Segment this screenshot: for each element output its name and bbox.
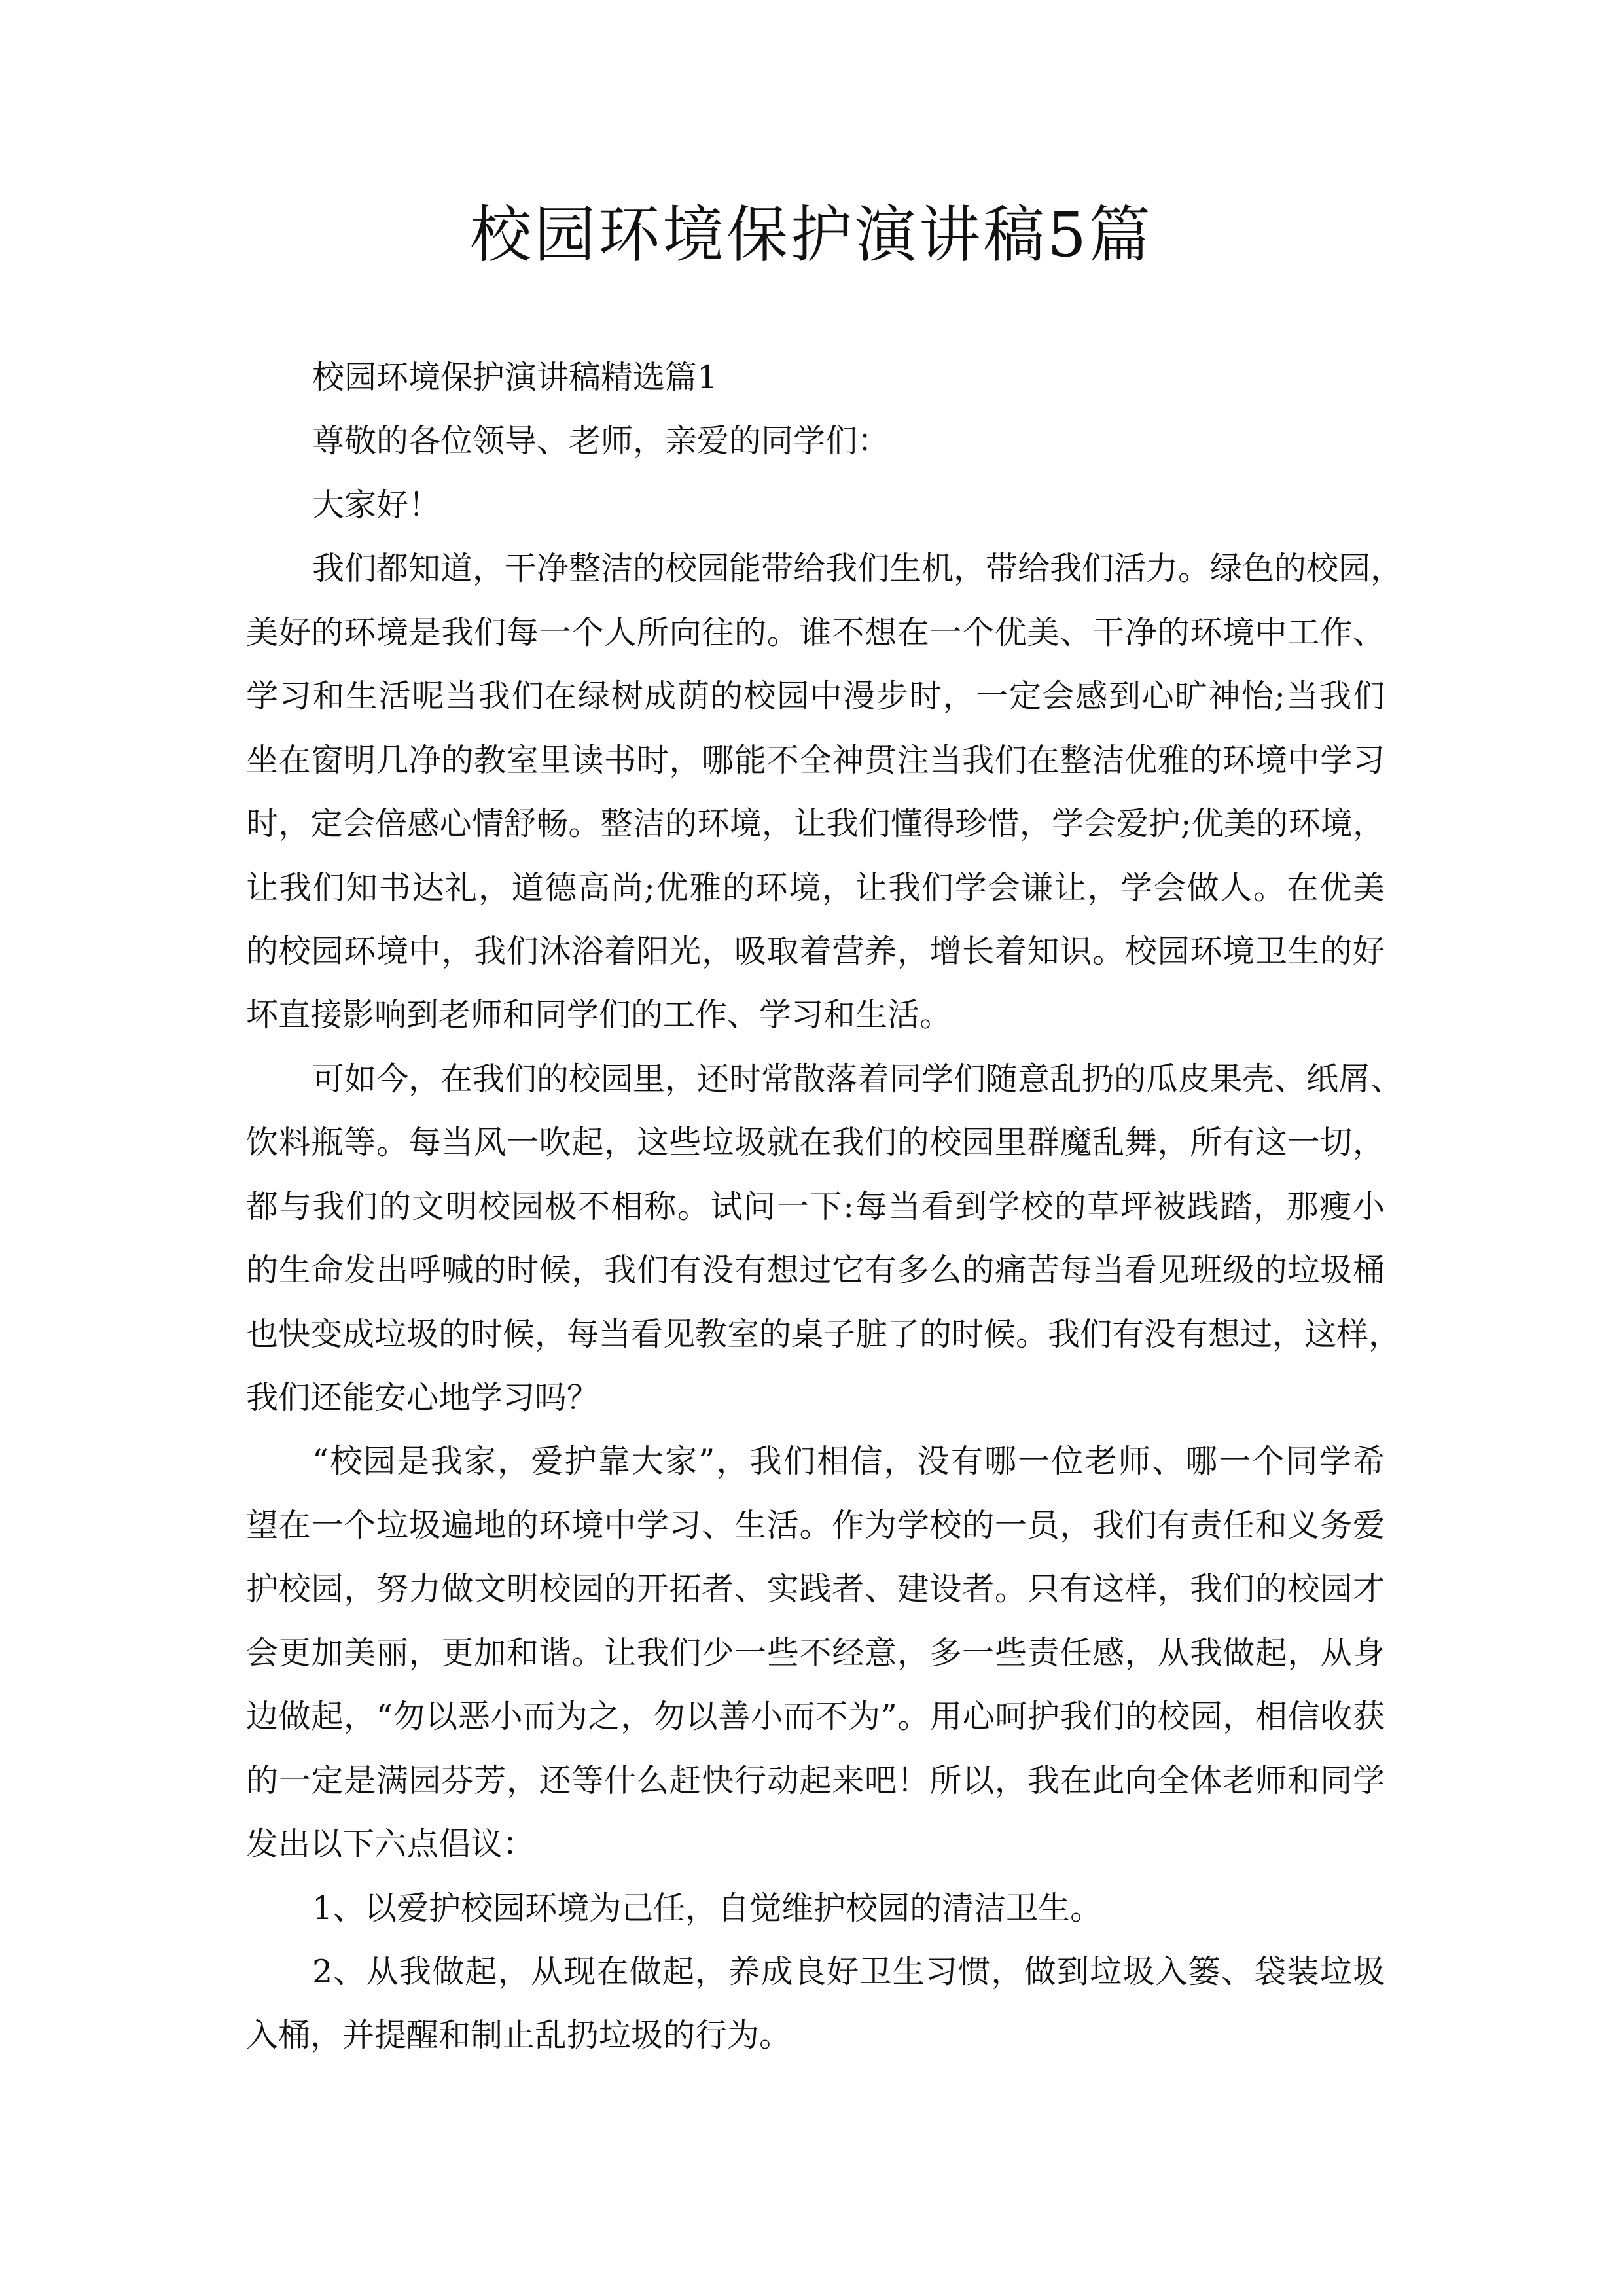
text-line: 让我们知书达礼，道德高尚;优雅的环境，让我们学会谦让，学会做人。在优美 — [246, 869, 1385, 906]
text-line: 美好的环境是我们每一个人所向往的。谁不想在一个优美、干净的环境中工作、 — [246, 613, 1385, 651]
paragraph — [246, 346, 1385, 409]
document-title: 校园环境保护演讲稿5篇 — [470, 200, 1153, 271]
text-line: 望在一个垃圾遍地的环境中学习、生活。作为学校的一员，我们有责任和义务爱 — [246, 1506, 1385, 1544]
text-line: 校园环境保护演讲稿精选篇1 — [312, 359, 718, 396]
text-line: 会更加美丽，更加和谐。让我们少一些不经意，多一些责任感，从我做起，从身 — [246, 1634, 1385, 1672]
text-line: 发出以下六点倡议： — [246, 1825, 535, 1863]
text-line: “校园是我家，爱护靠大家”，我们相信，没有哪一位老师、哪一个同学希 — [312, 1443, 1385, 1480]
paragraph — [246, 1429, 1385, 1876]
text-line: 坏直接影响到老师和同学们的工作、学习和生活。 — [246, 996, 952, 1034]
paragraph — [246, 1940, 1385, 2068]
text-line: 的生命发出呼喊的时候，我们有没有想过它有多么的痛苦每当看见班级的垃圾桶 — [246, 1251, 1385, 1289]
text-line: 护校园，努力做文明校园的开拓者、实践者、建设者。只有这样，我们的校园才 — [246, 1570, 1385, 1608]
text-line: 饮料瓶等。每当风一吹起，这些垃圾就在我们的校园里群魔乱舞，所有这一切， — [246, 1124, 1385, 1162]
text-line: 我们都知道，干净整洁的校园能带给我们生机，带给我们活力。绿色的校园， — [312, 550, 1403, 588]
paragraph — [246, 473, 1385, 537]
paragraph — [246, 537, 1403, 1047]
text-line: 1、以爱护校园环境为己任，自觉维护校园的清洁卫生。 — [312, 1889, 1103, 1927]
text-line: 大家好！ — [312, 486, 441, 524]
text-line: 时，定会倍感心情舒畅。整洁的环境，让我们懂得珍惜，学会爱护;优美的环境， — [246, 805, 1385, 843]
text-line: 可如今，在我们的校园里，还时常散落着同学们随意乱扔的瓜皮果壳、纸屑、 — [312, 1060, 1403, 1098]
text-line: 都与我们的文明校园极不相称。试问一下:每当看到学校的草坪被践踏，那瘦小 — [246, 1187, 1385, 1225]
text-line: 尊敬的各位领导、老师，亲爱的同学们： — [312, 422, 890, 460]
text-line: 也快变成垃圾的时候，每当看见教室的桌子脏了的时候。我们有没有想过，这样， — [246, 1315, 1401, 1353]
paragraph — [246, 1047, 1403, 1430]
text-line: 2、从我做起，从现在做起，养成良好卫生习惯，做到垃圾入篓、袋装垃圾 — [312, 1952, 1385, 1990]
text-line: 坐在窗明几净的教室里读书时，哪能不全神贯注当我们在整洁优雅的环境中学习 — [246, 741, 1385, 779]
document-body — [246, 346, 1403, 2068]
text-line: 的校园环境中，我们沐浴着阳光，吸取着营养，增长着知识。校园环境卫生的好 — [246, 932, 1385, 970]
paragraph — [246, 409, 1385, 473]
text-line: 学习和生活呢当我们在绿树成荫的校园中漫步时，一定会感到心旷神怡;当我们 — [246, 677, 1385, 715]
paragraph — [246, 1876, 1385, 1940]
text-line: 边做起，“勿以恶小而为之，勿以善小而不为”。用心呵护我们的校园，相信收获 — [246, 1698, 1385, 1736]
text-line: 我们还能安心地学习吗？ — [246, 1379, 599, 1416]
text-line: 的一定是满园芬芳，还等什么赶快行动起来吧！所以，我在此向全体老师和同学 — [246, 1761, 1385, 1799]
text-line: 入桶，并提醒和制止乱扔垃圾的行为。 — [246, 2017, 792, 2054]
